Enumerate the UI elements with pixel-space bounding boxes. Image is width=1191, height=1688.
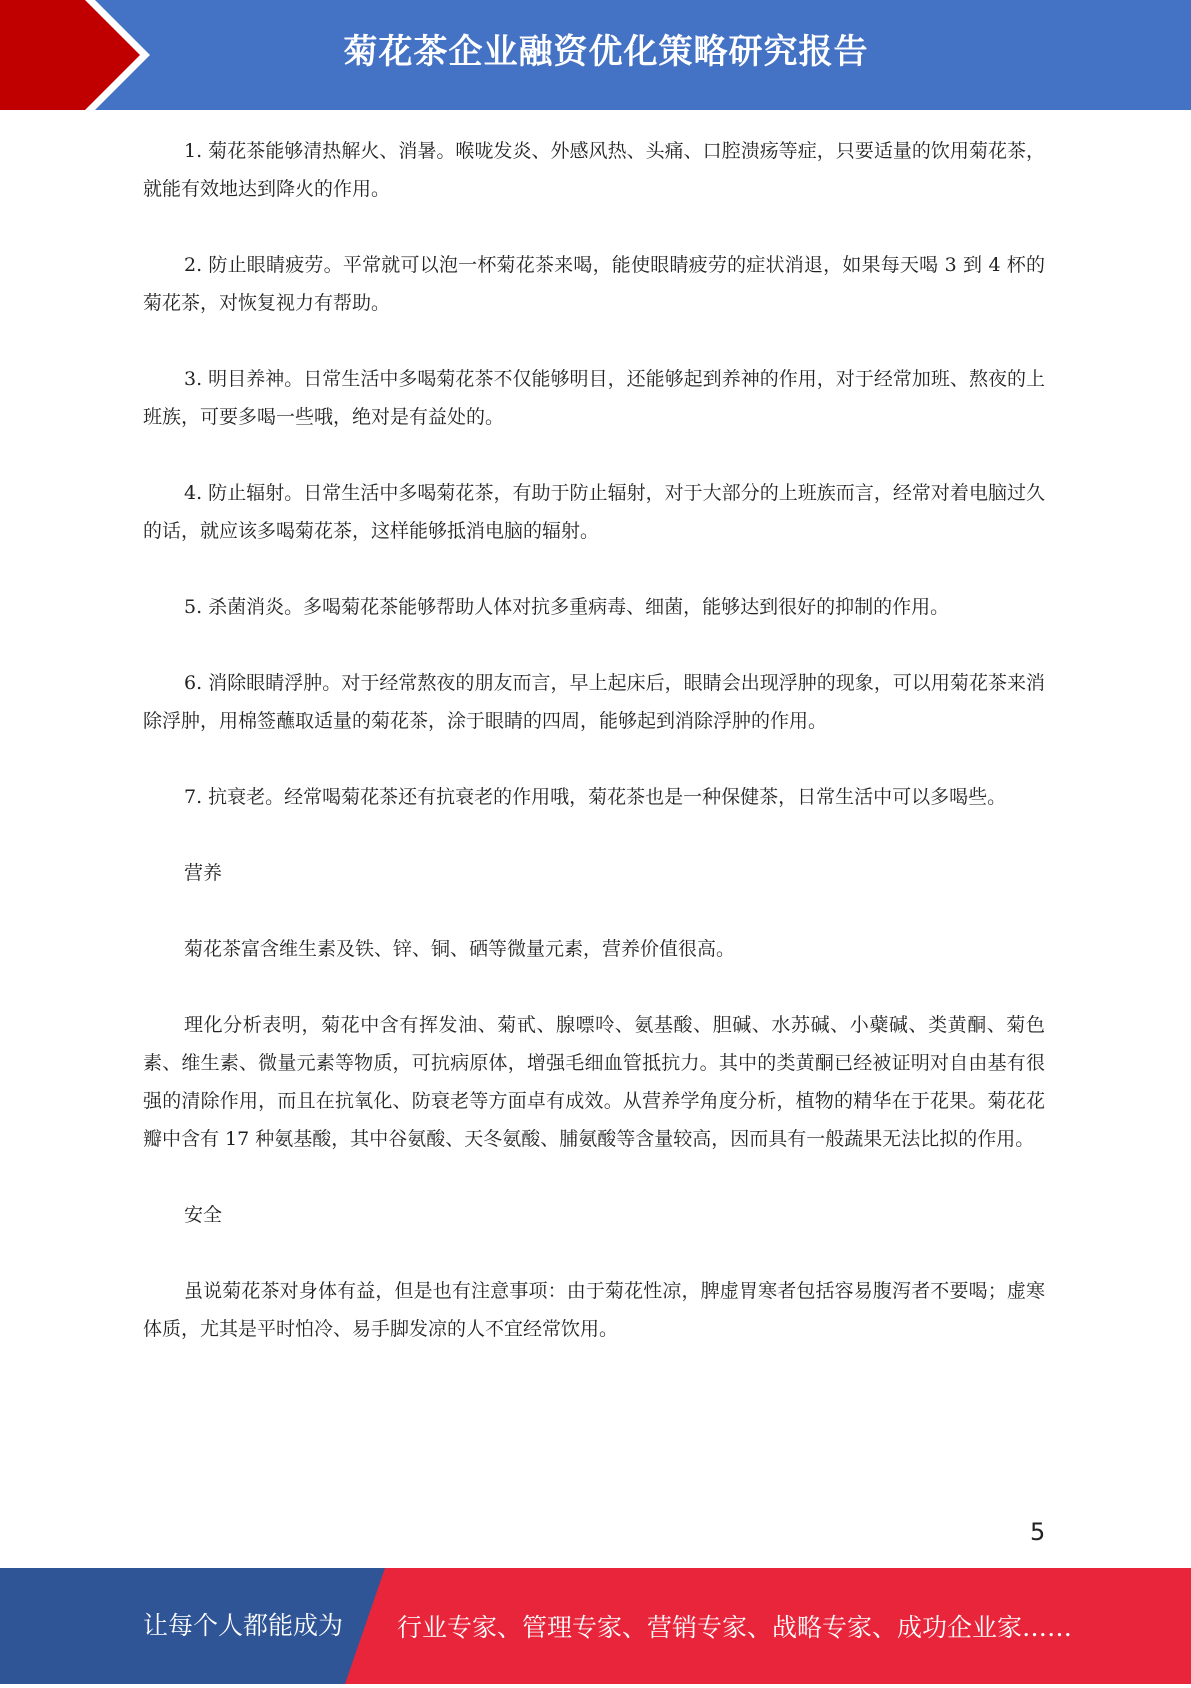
footer-slogan-right: 行业专家、管理专家、营销专家、战略专家、成功企业家…… (397, 1613, 1073, 1642)
document-body (143, 132, 1045, 1386)
footer-slogan-left: 让每个人都能成为 (143, 1611, 344, 1640)
report-title: 菊花茶企业融资优化策略研究报告 (343, 32, 869, 72)
section-heading-safety: 安全 (184, 1204, 223, 1226)
paragraph: 6. 消除眼睛浮肿。对于经常熬夜的朋友而言，早上起床后，眼睛会出现浮肿的现象，可以用菊花茶来消除浮肿，用棉签蘸取适量的菊花茶，涂于眼睛的四周，能够起到消除浮肿的作用。 (143, 672, 1045, 732)
paragraph: 理化分析表明，菊花中含有挥发油、菊甙、腺嘌呤、氨基酸、胆碱、水苏碱、小蘗碱、类黄酮、菊色素、维生素、微量元素等物质，可抗病原体，增强毛细血管抵抗力。其中的类黄酮已经被证明对自由基有很强的清除作用，而且在抗氧化、防衰老等方面卓有成效。从营养学角度分析，植物的精华在于花果。菊花花瓣中含有 17 种氨基酸，其中谷氨酸、天冬氨酸、脯氨酸等含量较高，因而具有一般蔬果无法比拟的作用。 (143, 1014, 1045, 1150)
paragraph: 2. 防止眼睛疲劳。平常就可以泡一杯菊花茶来喝，能使眼睛疲劳的症状消退，如果每天喝 3 到 4 杯的菊花茶，对恢复视力有帮助。 (143, 254, 1045, 314)
paragraph: 1. 菊花茶能够清热解火、消暑。喉咙发炎、外感风热、头痛、口腔溃疡等症，只要适量的饮用菊花茶，就能有效地达到降火的作用。 (143, 140, 1045, 200)
page-number: 5 (1030, 1518, 1046, 1546)
paragraph: 菊花茶富含维生素及铁、锌、铜、硒等微量元素，营养价值很高。 (184, 938, 736, 960)
paragraph: 5. 杀菌消炎。多喝菊花茶能够帮助人体对抗多重病毒、细菌，能够达到很好的抑制的作用。 (184, 596, 950, 618)
page-footer (0, 1568, 1191, 1684)
paragraph: 虽说菊花茶对身体有益，但是也有注意事项：由于菊花性凉，脾虚胃寒者包括容易腹泻者不要喝；虚寒体质，尤其是平时怕冷、易手脚发凉的人不宜经常饮用。 (143, 1280, 1045, 1340)
paragraph: 3. 明目养神。日常生活中多喝菊花茶不仅能够明目，还能够起到养神的作用，对于经常加班、熬夜的上班族，可要多喝一些哦，绝对是有益处的。 (143, 368, 1045, 428)
paragraph: 7. 抗衰老。经常喝菊花茶还有抗衰老的作用哦，菊花茶也是一种保健茶，日常生活中可以多喝些。 (184, 786, 1007, 808)
paragraph: 4. 防止辐射。日常生活中多喝菊花茶，有助于防止辐射，对于大部分的上班族而言，经常对着电脑过久的话，就应该多喝菊花茶，这样能够抵消电脑的辐射。 (143, 482, 1045, 542)
page-header (0, 0, 1191, 110)
section-heading-nutrition: 营养 (184, 862, 223, 884)
